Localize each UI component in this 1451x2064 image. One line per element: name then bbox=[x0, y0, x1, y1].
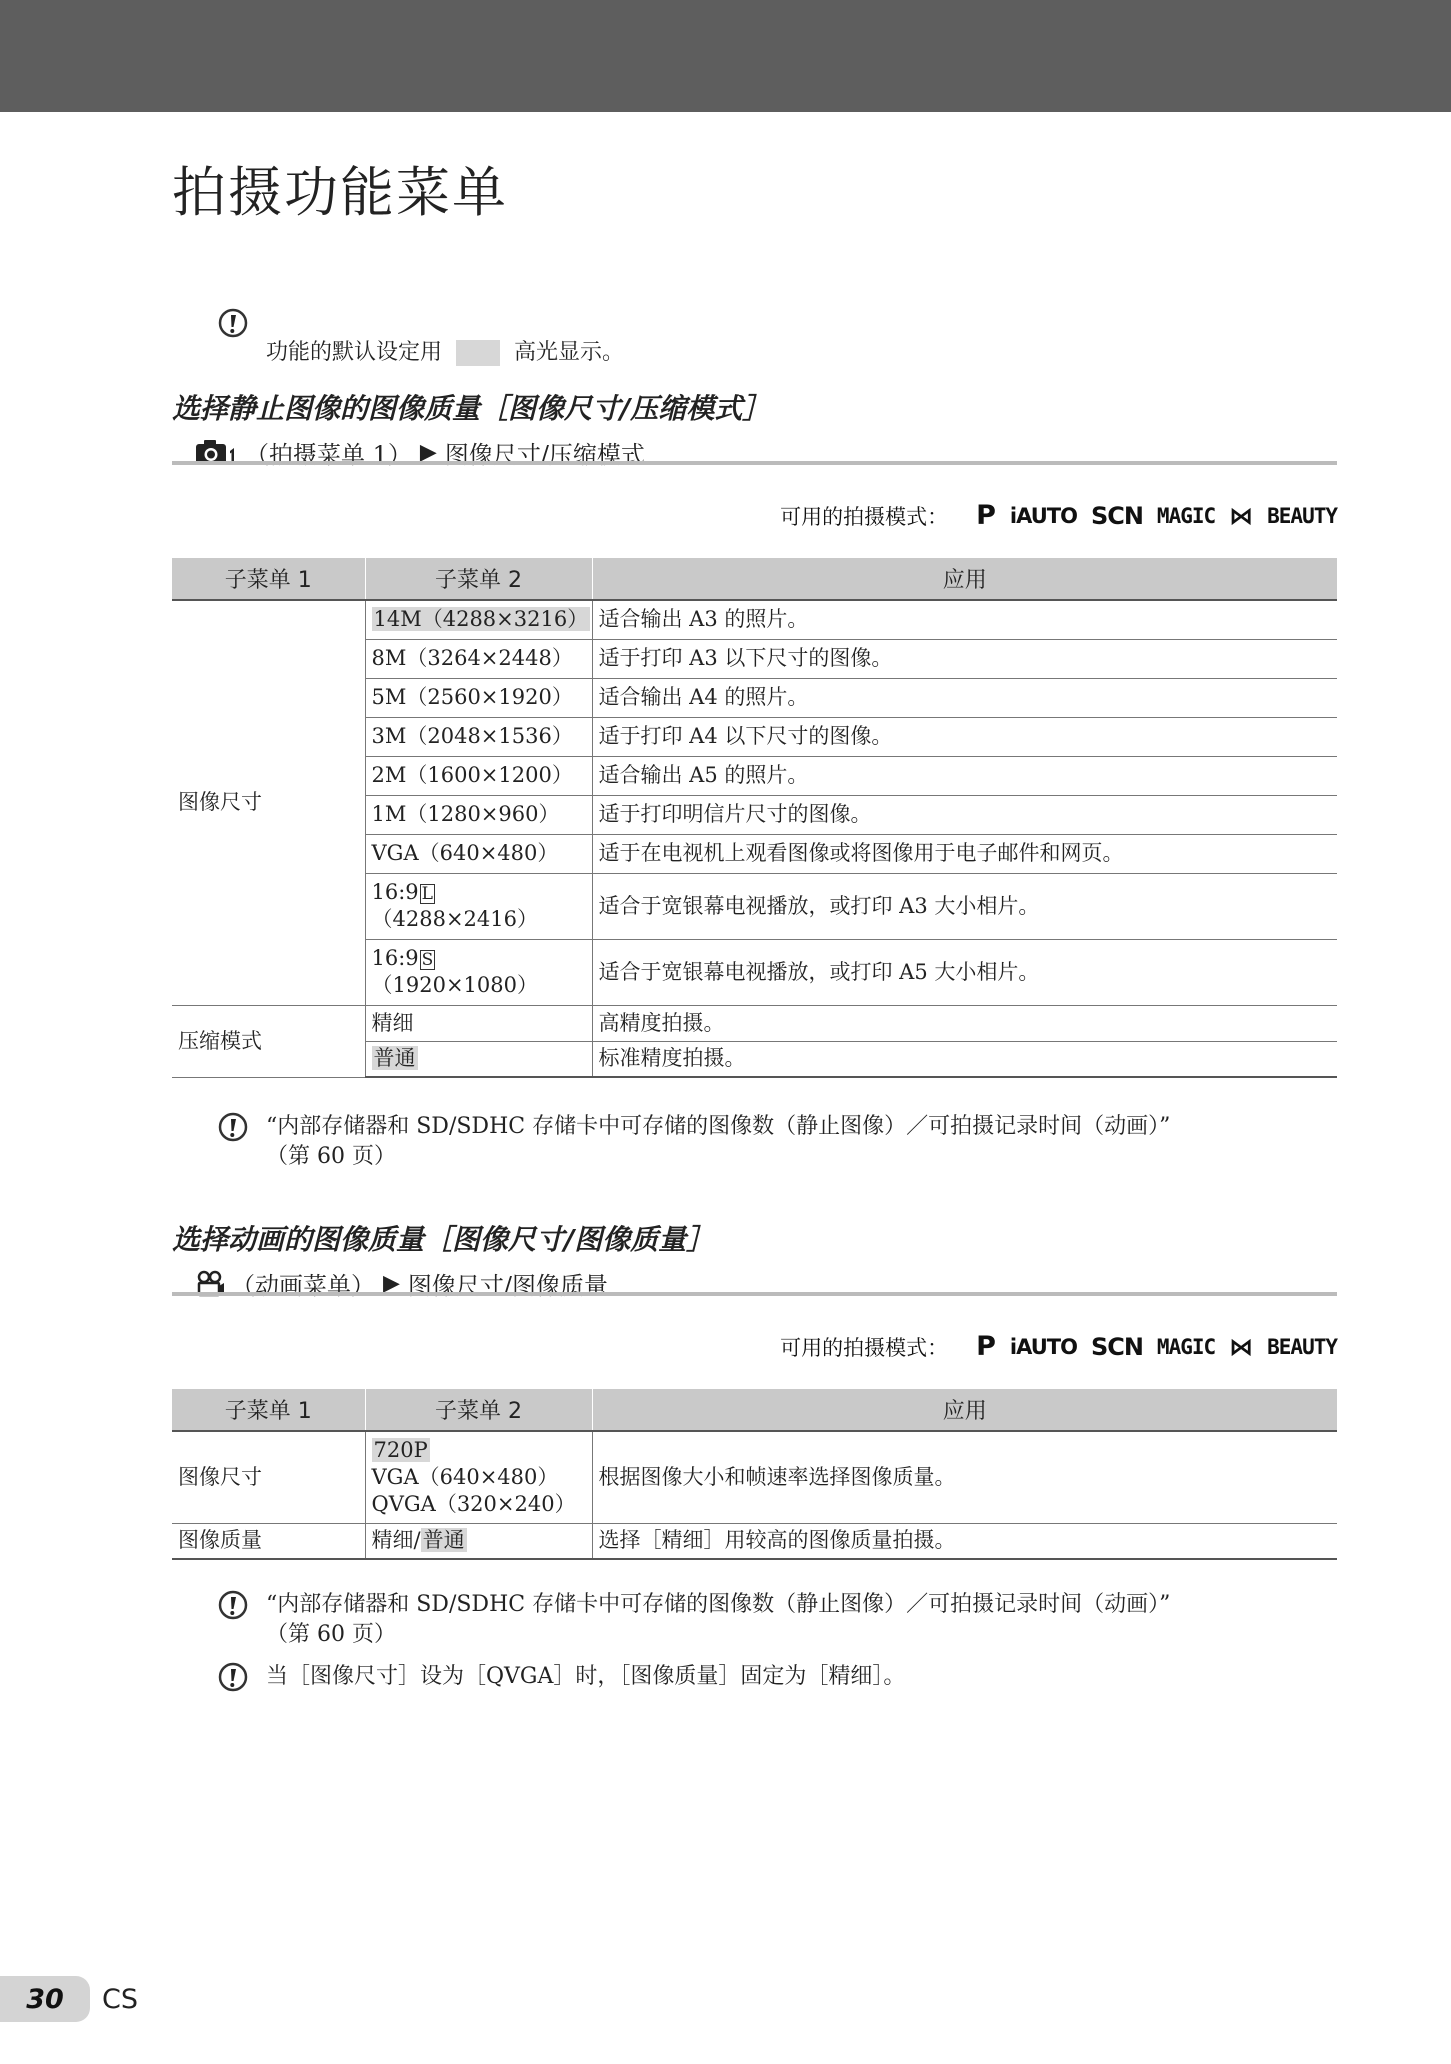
mode-scn: SCN bbox=[1090, 1332, 1143, 1361]
header-application: 应用 bbox=[592, 1389, 1337, 1431]
cell-app: 适合输出 A4 的照片。 bbox=[592, 678, 1337, 717]
page-title: 拍摄功能菜单 bbox=[172, 161, 508, 224]
qvga-note bbox=[218, 1662, 905, 1692]
exclamation-note-icon bbox=[218, 1662, 248, 1692]
note-text: 当［图像尺寸］设为［QVGA］时，［图像质量］固定为［精细］。 bbox=[266, 1664, 906, 1689]
section-rule bbox=[172, 461, 1337, 465]
exclamation-note-icon bbox=[218, 308, 248, 338]
note-text: “内部存储器和 SD/SDHC 存储卡中可存储的图像数（静止图像）／可拍摄记录时间（动画）” （第 60 页） bbox=[266, 1592, 1171, 1647]
mode-iauto: iAUTO bbox=[1009, 1334, 1077, 1359]
cell-sub2: 精细 bbox=[365, 1005, 592, 1041]
menu-path-target: 图像尺寸/图像质量 bbox=[407, 1272, 609, 1300]
cell-app: 适于打印明信片尺寸的图像。 bbox=[592, 795, 1337, 834]
section-rule bbox=[172, 1292, 1337, 1296]
wide-ratio: 16:9 bbox=[371, 880, 419, 904]
cell-sub2 bbox=[365, 600, 592, 639]
wide-dims: （4288×2416） bbox=[371, 907, 538, 931]
mode-iauto: iAUTO bbox=[1009, 503, 1077, 528]
language-code: CS bbox=[102, 1983, 138, 2015]
default-note-suffix: 高光显示。 bbox=[514, 340, 625, 365]
cell-sub2: 1M（1280×960） bbox=[365, 795, 592, 834]
default-note-text: 功能的默认设定用 bbox=[266, 340, 443, 365]
menu-path-prefix: （动画菜单） bbox=[231, 1272, 375, 1300]
highlight-swatch bbox=[456, 340, 500, 366]
table-header-row bbox=[172, 1389, 1337, 1431]
movie-reference-note bbox=[218, 1590, 1170, 1650]
page-number: 30 bbox=[0, 1976, 90, 2022]
section-title-still: 选择静止图像的图像质量［图像尺寸/压缩模式］ bbox=[172, 392, 771, 425]
mode-p: P bbox=[976, 1331, 996, 1362]
header-submenu2: 子菜单 2 bbox=[365, 558, 592, 600]
cell-app: 适于打印 A3 以下尺寸的图像。 bbox=[592, 639, 1337, 678]
cell-app: 适合输出 A5 的照片。 bbox=[592, 756, 1337, 795]
mode-magic: MAGIC bbox=[1156, 1334, 1216, 1359]
wide-ratio: 16:9 bbox=[371, 946, 419, 970]
cell-sub2: 2M（1600×1200） bbox=[365, 756, 592, 795]
available-modes bbox=[780, 500, 1337, 531]
table-row bbox=[172, 1005, 1337, 1041]
cell-sub2: 3M（2048×1536） bbox=[365, 717, 592, 756]
size-l-icon: L bbox=[421, 884, 433, 904]
cell-app: 适于打印 A4 以下尺寸的图像。 bbox=[592, 717, 1337, 756]
modes-label: 可用的拍摄模式： bbox=[780, 1335, 949, 1360]
menu-path-arrow: ▶ bbox=[383, 1271, 400, 1296]
cell-app: 标准精度拍摄。 bbox=[592, 1041, 1337, 1077]
page-footer bbox=[0, 1975, 138, 2023]
movie-quality-table bbox=[172, 1389, 1337, 1560]
mode-magic: MAGIC bbox=[1156, 503, 1216, 528]
default-value-normal: 普通 bbox=[373, 1046, 416, 1071]
cell-app: 适合输出 A3 的照片。 bbox=[592, 600, 1337, 639]
still-reference-note bbox=[218, 1112, 1170, 1172]
cell-app: 高精度拍摄。 bbox=[592, 1005, 1337, 1041]
cell-sub2: VGA（640×480） bbox=[365, 834, 592, 873]
header-submenu1: 子菜单 1 bbox=[172, 1389, 365, 1431]
mode-scn: SCN bbox=[1090, 501, 1143, 530]
exclamation-note-icon bbox=[218, 1590, 248, 1620]
cell-app: 适合于宽银幕电视播放，或打印 A5 大小相片。 bbox=[592, 939, 1337, 1005]
default-value-normal: 普通 bbox=[422, 1528, 465, 1553]
menu-path-prefix: （拍摄菜单 1） bbox=[245, 441, 412, 469]
quality-separator: / bbox=[413, 1528, 421, 1553]
cell-app: 适于在电视机上观看图像或将图像用于电子邮件和网页。 bbox=[592, 834, 1337, 873]
section-title-movie: 选择动画的图像质量［图像尺寸/图像质量］ bbox=[172, 1223, 715, 1256]
size-option-vga: VGA（640×480） bbox=[371, 1464, 559, 1489]
cell-sub2-wide-l bbox=[365, 873, 592, 939]
mode-panorama: ⋈ bbox=[1229, 1332, 1254, 1361]
menu-path-arrow: ▶ bbox=[419, 440, 437, 465]
cell-app: 选择［精细］用较高的图像质量拍摄。 bbox=[592, 1523, 1337, 1559]
size-s-icon: S bbox=[421, 950, 434, 970]
default-value-14m: 14M（4288×3216） bbox=[373, 607, 589, 632]
table-header-row bbox=[172, 558, 1337, 600]
header-application: 应用 bbox=[592, 558, 1337, 600]
exclamation-note-icon bbox=[218, 1112, 248, 1142]
cell-image-size: 图像尺寸 bbox=[172, 600, 365, 1005]
default-highlight-note bbox=[218, 308, 624, 368]
cell-sub2 bbox=[365, 1041, 592, 1077]
table-row bbox=[172, 1523, 1337, 1559]
note-text: “内部存储器和 SD/SDHC 存储卡中可存储的图像数（静止图像）／可拍摄记录时间（动画）” （第 60 页） bbox=[266, 1114, 1171, 1169]
cell-quality-options bbox=[365, 1523, 592, 1559]
header-submenu2: 子菜单 2 bbox=[365, 1389, 592, 1431]
still-image-quality-table bbox=[172, 558, 1337, 1078]
cell-image-size: 图像尺寸 bbox=[172, 1431, 365, 1523]
cell-sub2: 8M（3264×2448） bbox=[365, 639, 592, 678]
mode-beauty: BEAUTY bbox=[1267, 503, 1337, 528]
cell-size-options bbox=[365, 1431, 592, 1523]
mode-beauty: BEAUTY bbox=[1267, 1334, 1337, 1359]
cell-app: 适合于宽银幕电视播放，或打印 A3 大小相片。 bbox=[592, 873, 1337, 939]
top-banner bbox=[0, 0, 1451, 112]
mode-panorama: ⋈ bbox=[1229, 501, 1254, 530]
header-submenu1: 子菜单 1 bbox=[172, 558, 365, 600]
table-row bbox=[172, 1431, 1337, 1523]
cell-sub2-wide-s bbox=[365, 939, 592, 1005]
wide-dims: （1920×1080） bbox=[371, 973, 538, 997]
size-option-qvga: QVGA（320×240） bbox=[371, 1491, 576, 1516]
cell-compression-mode: 压缩模式 bbox=[172, 1005, 365, 1077]
mode-p: P bbox=[976, 500, 996, 531]
available-modes bbox=[780, 1331, 1337, 1362]
cell-image-quality: 图像质量 bbox=[172, 1523, 365, 1559]
default-value-720p: 720P bbox=[373, 1437, 428, 1462]
cell-sub2: 5M（2560×1920） bbox=[365, 678, 592, 717]
cell-app: 根据图像大小和帧速率选择图像质量。 bbox=[592, 1431, 1337, 1523]
modes-label: 可用的拍摄模式： bbox=[780, 504, 949, 529]
table-row bbox=[172, 600, 1337, 639]
menu-path-target: 图像尺寸/压缩模式 bbox=[444, 441, 645, 469]
quality-fine: 精细 bbox=[371, 1528, 414, 1553]
